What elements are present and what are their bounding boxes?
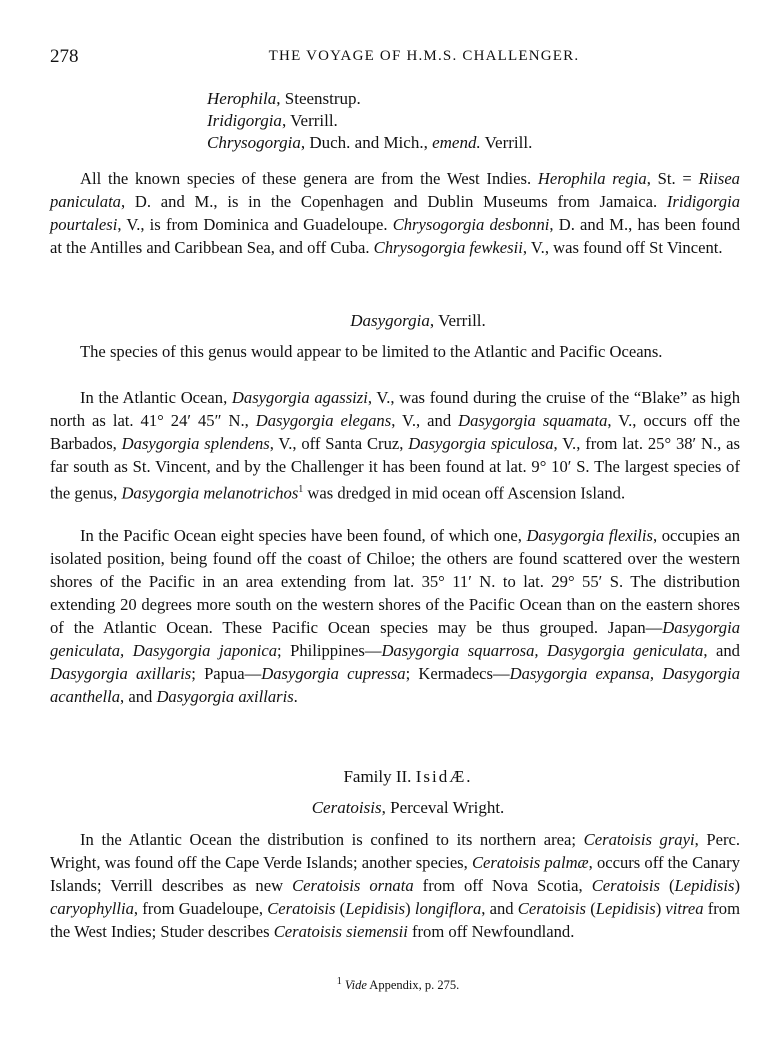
paragraph-atlantic: In the Atlantic Ocean, Dasygorgia agassizi, V., was found during the cruise of the “Blake” as high north as lat. 41° 24′ 45″ N., Dasygorgia elegans, V., and Dasygorgia squamata, V., occurs off the Barbados, Dasygorgia splendens, V., off Santa Cruz, Dasygorgia spiculosa, V., from lat. 25° 38′ N., as far south as St. Vincent, and by the Challenger it has been found at lat. 9° 10′ S. The largest species of the genus, Dasygorgia melanotrichos$^1$ was dredged in mid ocean off Ascension Island. [50, 388, 741, 503]
genus-entry: Chrysogorgia, Duch. and Mich., emend. Verrill. [207, 133, 533, 152]
ceratoisis-heading: Ceratoisis, Perceval Wright. [311, 798, 505, 817]
dasygorgia-heading: Dasygorgia, Verrill. [350, 311, 486, 330]
genus-entry: Herophila, Steenstrup. [207, 89, 361, 108]
family-heading: Family II. IsidÆ. [343, 767, 473, 786]
paragraph-pacific: In the Pacific Ocean eight species have been found, of which one, Dasygorgia flexilis, occupies an isolated position, being found off the coast of Chiloe; the others are found scattered over the western shores of the Pacific in an area extending from lat. 35° 11′ N. to lat. 29° 55′ S. The distribution extending 20 degrees more south on the western shores of the Pacific Ocean than on the eastern shores of the Atlantic Ocean. These Pacific Ocean species may be thus grouped. Japan—Dasygorgia geniculata, Dasygorgia japonica; Philippines—Dasygorgia squarrosa, Dasygorgia geniculata, and Dasygorgia axillaris; Papua—Dasygorgia cupressa; Kermadecs—Dasygorgia expansa, Dasygorgia acanthella, and Dasygorgia axillaris. [50, 526, 741, 706]
footnote: $^1$ Vide Appendix, p. 275. [336, 976, 460, 993]
genera-list [207, 88, 532, 154]
genus-entry: Iridigorgia, Verrill. [207, 111, 338, 130]
running-title: THE VOYAGE OF H.M.S. CHALLENGER. [268, 48, 580, 64]
page-header [50, 46, 738, 70]
page-number: 278 [50, 46, 79, 67]
paragraph-ceratoisis: In the Atlantic Ocean the distribution is confined to its northern area; Ceratoisis grayi, Perc. Wright, was found off the Cape Verde Islands; another species, Ceratoisis palmæ, occurs off the Canary Islands; Verrill describes as new Ceratoisis ornata from off Nova Scotia, Ceratoisis (Lepidisis) caryophyllia, from Guadeloupe, Ceratoisis (Lepidisis) longiflora, and Ceratoisis (Lepidisis) vitrea from the West Indies; Studer describes Ceratoisis siemensii from off Newfoundland. [50, 830, 741, 941]
paragraph-dasygorgia-range: The species of this genus would appear to be limited to the Atlantic and Pacific Oceans. [80, 342, 663, 361]
paragraph-west-indies: All the known species of these genera are from the West Indies. Herophila regia, St. = Riisea paniculata, D. and M., is in the Copenhagen and Dublin Museums from Jamaica. Iridigorgia pourtalesi, V., is from Dominica and Guadeloupe. Chrysogorgia desbonni, D. and M., has been found at the Antilles and Caribbean Sea, and off Cuba. Chrysogorgia fewkesii, V., was found off St Vincent. [50, 169, 740, 257]
